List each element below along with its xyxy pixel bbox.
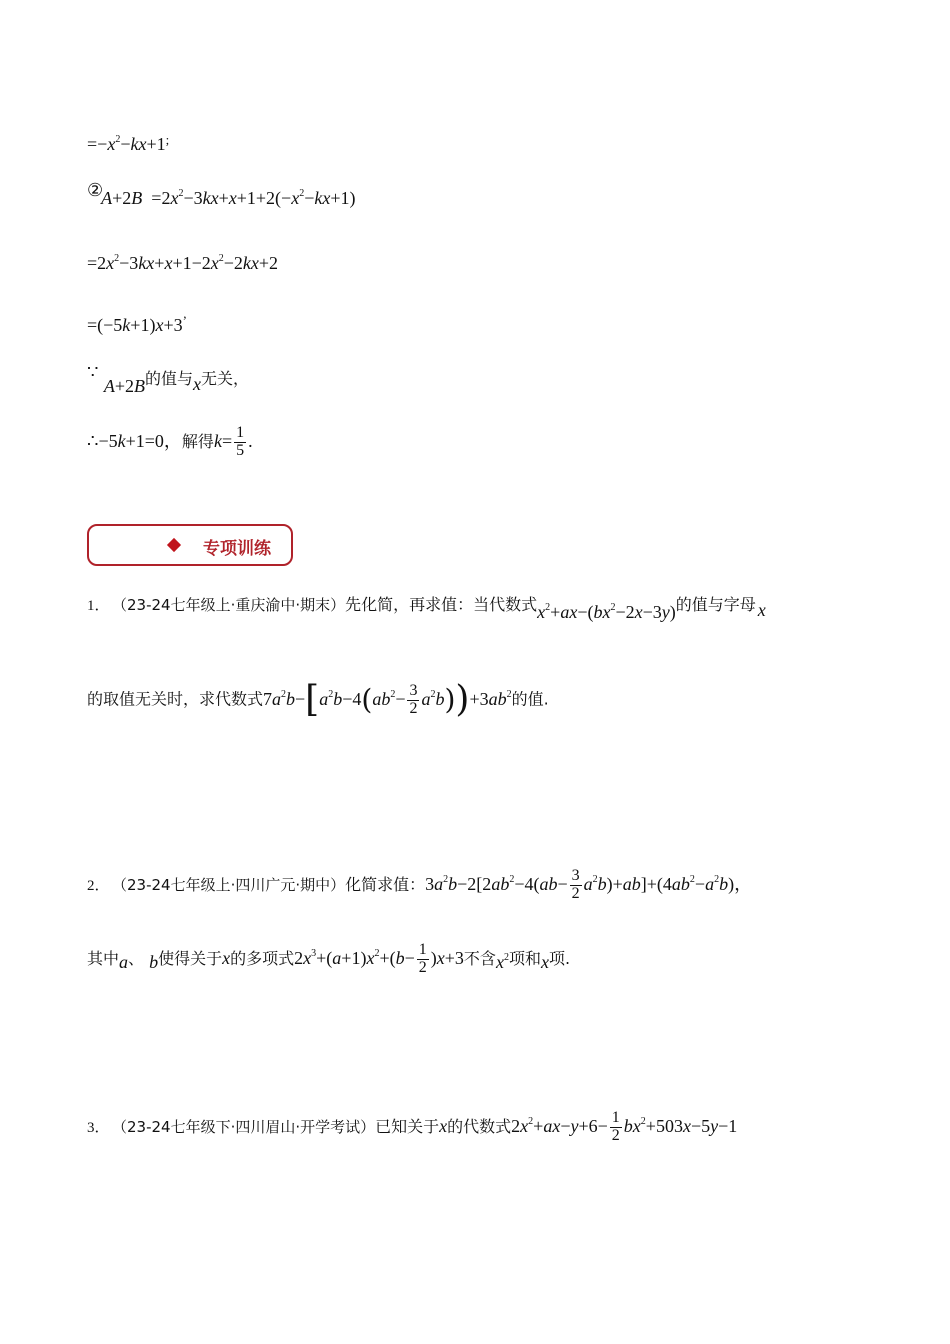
problem-text: 的取值无关时，求代数式 — [87, 689, 264, 709]
problem-source: （23-24七年级下·四川眉山·开学考试） — [119, 1117, 376, 1136]
problem-text: 使得关于 — [158, 948, 223, 968]
problem-text: 的值与字母 — [675, 595, 756, 614]
problem-text: 的代数式 — [447, 1116, 512, 1136]
variable: x — [757, 600, 766, 620]
solution-text: 解得 — [181, 431, 214, 451]
problem-text: 已知关于 — [375, 1116, 440, 1136]
problem-text: 项和 — [508, 948, 541, 968]
problem-source: （23-24七年级上·四川广元·期中） — [119, 875, 346, 894]
problem-text: 项. — [548, 948, 571, 968]
problem-text: 化简求值： — [345, 874, 426, 894]
solution-line-1: $=-x^2-kx+1^;$ — [87, 132, 170, 154]
problem-text: 先化简，再求值：当代数式 — [345, 595, 538, 614]
problem-text: 的多项式 — [230, 948, 295, 968]
problem-1-line-1: 1． （23-24七年级上·重庆渝中·期末）先化简，再求值：当代数式$x^2+ax-(bx^2-2x-3y)$的值与字母 x — [87, 595, 766, 622]
circled-2-marker: ② — [87, 180, 104, 200]
section-header-box — [87, 524, 293, 566]
section-title: 专项训练 — [203, 539, 271, 559]
variable: x — [222, 947, 231, 968]
problem-number: 1． — [87, 598, 110, 614]
problem-number: 2． — [87, 877, 110, 894]
diamond-icon — [167, 538, 181, 552]
solution-line-6: ∴−5k+1=0，解得k= $\frac{1}{5}$ . — [87, 424, 253, 459]
therefore-symbol: ∴ — [87, 430, 99, 451]
solution-line-3: $=2x^2-3kx+x+1-2x^2-2kx+2$ — [87, 253, 279, 273]
problem-text: 其中 — [87, 948, 120, 968]
solution-line-2: ②A+2B $=2x^2-3kx+x+1+2(-x^2-kx+1)$ — [87, 180, 356, 208]
problem-number: 3． — [87, 1119, 110, 1136]
problem-text: 的值. — [511, 689, 549, 709]
problem-2-line-2: 其中a、 b使得关于x的多项式$2x^3+(a+1)x^2+(b-$ $\frac{1}{2}$ )x+3不含$x^2$项和x项. — [87, 941, 571, 976]
solution-text: 的值与 — [145, 369, 194, 388]
problem-3-line-1: 3． （23-24七年级下·四川眉山·开学考试）已知关于x的代数式$2x^2+ax-y+6-$ $\frac{1}{2}$ $bx^2+503x-5y-1$ — [87, 1109, 738, 1144]
solution-line-5: ∵ A+2B的值与x无关， — [87, 362, 250, 396]
problem-source: （23-24七年级上·重庆渝中·期末） — [119, 596, 346, 614]
solution-text: 无关， — [201, 369, 250, 388]
variable: x — [439, 1115, 448, 1136]
problem-1-line-2: 的取值无关时，求代数式$7a^2b-[a^2b-4(ab^2-$ $\frac{3}{2}$ $a^2b))+3ab^2$的值. — [87, 679, 549, 720]
solution-line-4: =(−5k+1)x+3’ — [87, 313, 187, 335]
variable: x — [540, 951, 549, 972]
problem-2-line-1: 2． （23-24七年级上·四川广元·期中）化简求值：$3a^2b-2[2ab^2-4(ab-$ $\frac{3}{2}$ $a^2b)+ab]+(4ab^2-a^2b)$， — [87, 867, 753, 902]
problem-text: 不含 — [463, 948, 496, 968]
because-symbol: ∵ — [87, 362, 99, 382]
